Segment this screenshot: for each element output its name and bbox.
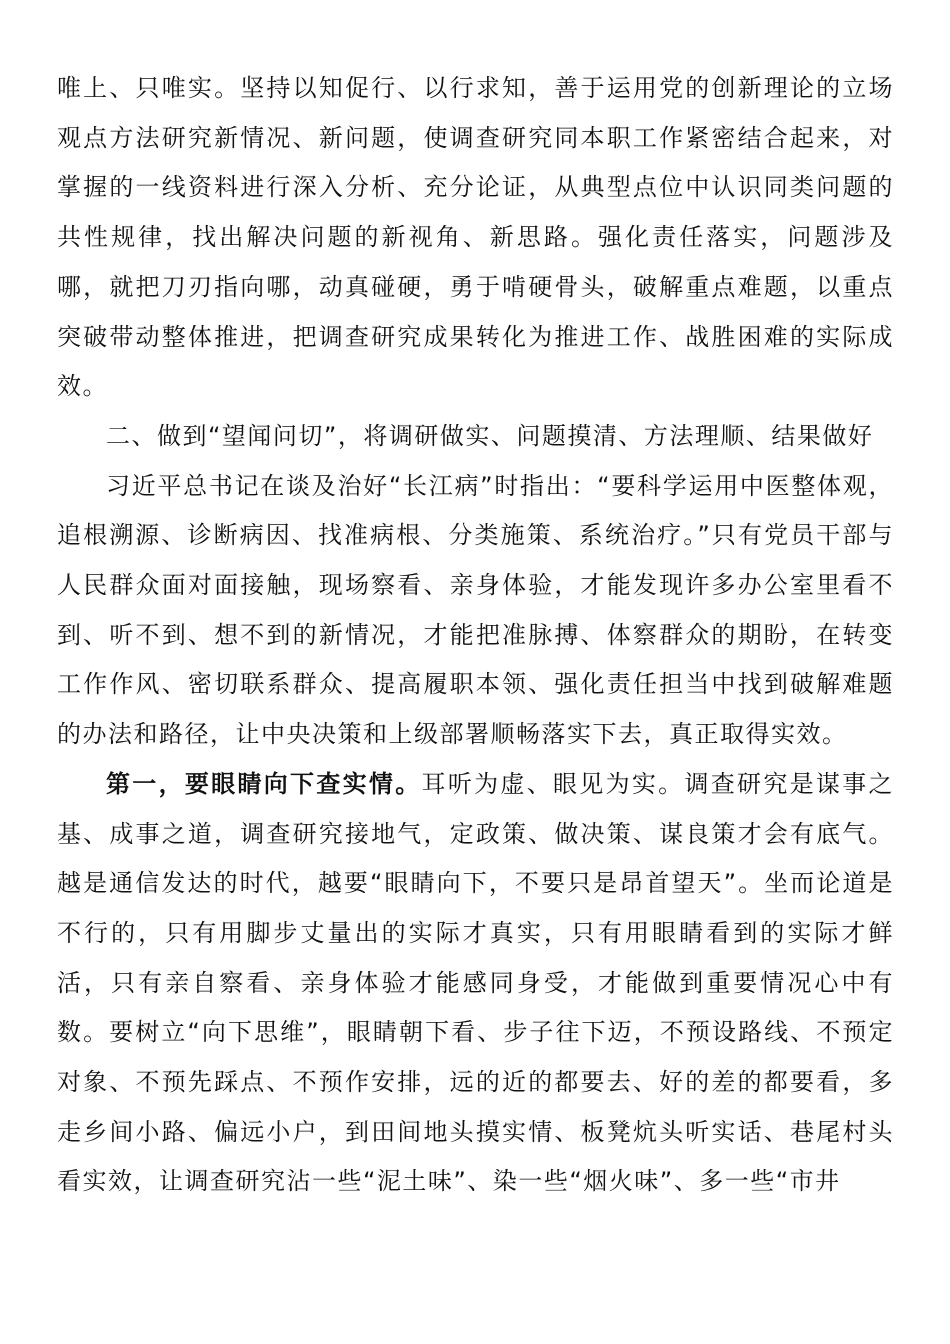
- paragraph-point-one: [57, 760, 894, 1207]
- paragraph-quote: [57, 462, 894, 760]
- paragraph-continuation: [57, 64, 894, 412]
- paragraph-text: 唯上、只唯实。坚持以知促行、以行求知，善于运用党的创新理论的立场观点方法研究新情况、新问题，使调查研究同本职工作紧密结合起来，对掌握的一线资料进行深入分析、充分论证，从典型点位中认识同类问题的共性规律，找出解决问题的新视角、新思路。强化责任落实，问题涉及哪，就把刀刃指向哪，动真碰硬，勇于啃硬骨头，破解重点难题，以重点突破带动整体推进，把调查研究成果转化为推进工作、战胜困难的实际成效。: [57, 74, 894, 401]
- paragraph-text: 耳听为虚、眼见为实。调查研究是谋事之基、成事之道，调查研究接地气，定政策、做决策、谋良策才会有底气。越是通信发达的时代，越要“眼睛向下，不要只是昂首望天”。坐而论道是不行的，只有用脚步丈量出的实际才真实，只有用眼睛看到的实际才鲜活，只有亲自察看、亲身体验才能感同身受，才能做到重要情况心中有数。要树立“向下思维”，眼睛朝下看、步子往下迈，不预设路线、不预定对象、不预先踩点、不预作安排，远的近的都要去、好的差的都要看，多走乡间小路、偏远小户，到田间地头摸实情、板凳炕头听实话、巷尾村头看实效，让调查研究沾一些“泥土味”、染一些“烟火味”、多一些“市井: [57, 769, 895, 1196]
- paragraph-text: 习近平总书记在谈及治好“长江病”时指出：“要科学运用中医整体观，追根溯源、诊断病因、找准病根、分类施策、系统治疗。”只有党员干部与人民群众面对面接触，现场察看、亲身体验，才能发现许多办公室里看不到、听不到、想不到的新情况，才能把准脉搏、体察群众的期盼，在转变工作作风、密切联系群众、提高履职本领、强化责任担当中找到破解难题的办法和路径，让中央决策和上级部署顺畅落实下去，真正取得实效。: [57, 471, 894, 749]
- section-heading: [57, 412, 894, 462]
- point-lead-bold: 第一，要眼睛向下查实情。: [106, 769, 422, 798]
- section-heading-text: 二、做到“望闻问切”，将调研做实、问题摸清、方法理顺、结果做好: [106, 421, 874, 450]
